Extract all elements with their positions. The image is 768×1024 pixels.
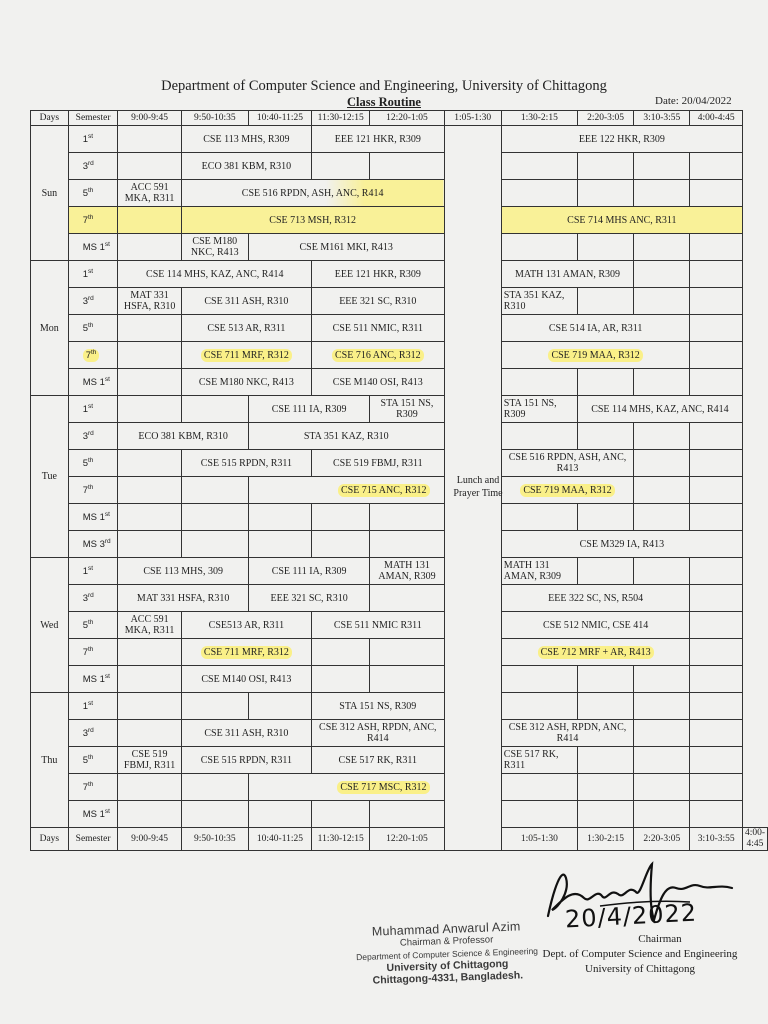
slot-cell xyxy=(634,720,690,747)
routine-subtitle: Class Routine xyxy=(347,95,421,109)
col-footer: 11:30-12:15 xyxy=(312,828,370,851)
semester-label: 5th xyxy=(68,747,118,774)
header-row xyxy=(31,111,768,126)
class-cell: CSE513 AR, R311 xyxy=(181,612,311,639)
class-cell: CSE 311 ASH, R310 xyxy=(181,288,311,315)
semester-label: 5th xyxy=(68,450,118,477)
semester-label: 7th xyxy=(68,342,118,369)
slot-cell xyxy=(690,450,742,477)
slot-cell xyxy=(690,342,742,369)
class-cell: CSE 516 RPDN, ASH, ANC, R414 xyxy=(181,180,444,207)
slot-cell xyxy=(118,450,181,477)
col-header: 2:20-3:05 xyxy=(577,111,633,126)
class-cell: CSE M140 OSI, R413 xyxy=(181,666,311,693)
class-cell: CSE 514 IA, AR, R311 xyxy=(501,315,690,342)
slot-cell xyxy=(181,504,248,531)
class-cell: CSE 711 MRF, R312 xyxy=(181,639,311,666)
semester-label: 7th xyxy=(68,639,118,666)
chair-title: Chairman xyxy=(638,933,682,945)
slot-cell xyxy=(501,234,577,261)
slot-cell xyxy=(370,666,444,693)
slot-cell xyxy=(370,504,444,531)
col-header: 10:40-11:25 xyxy=(248,111,311,126)
col-footer: 9:50-10:35 xyxy=(181,828,248,851)
class-cell: ACC 591 MKA, R311 xyxy=(118,180,181,207)
class-cell: CSE 515 RPDN, R311 xyxy=(181,747,311,774)
class-cell: CSE 517 RK, R311 xyxy=(501,747,577,774)
slot-cell xyxy=(690,774,742,801)
slot-cell xyxy=(634,180,690,207)
slot-cell xyxy=(634,261,690,288)
class-cell: MAT 331 HSFA, R310 xyxy=(118,288,181,315)
class-cell: CSE 512 NMIC, CSE 414 xyxy=(501,612,690,639)
slot-cell xyxy=(370,531,444,558)
slot-cell xyxy=(501,423,577,450)
day-sunday: Sun xyxy=(31,126,69,261)
slot-cell xyxy=(577,774,633,801)
class-routine-table xyxy=(30,110,768,851)
day-thursday: Thu xyxy=(31,693,69,828)
slot-cell xyxy=(501,504,577,531)
semester-label: 5th xyxy=(68,315,118,342)
mon-row-3 xyxy=(31,288,768,315)
wed-row-3 xyxy=(31,585,768,612)
class-cell: MATH 131 AMAN, R309 xyxy=(370,558,444,585)
class-cell: CSE 715 ANC, R312 xyxy=(248,477,444,504)
slot-cell xyxy=(118,477,181,504)
slot-cell xyxy=(690,180,742,207)
semester-label: 1st xyxy=(68,558,118,585)
class-cell: STA 151 NS, R309 xyxy=(370,396,444,423)
class-cell: CSE 516 RPDN, ASH, ANC, R413 xyxy=(501,450,633,477)
slot-cell xyxy=(577,801,633,828)
slot-cell xyxy=(690,261,742,288)
slot-cell xyxy=(577,747,633,774)
slot-cell xyxy=(181,801,248,828)
slot-cell xyxy=(690,558,742,585)
class-cell: CSE 312 ASH, RPDN, ANC, R414 xyxy=(501,720,633,747)
class-cell: STA 151 NS, R309 xyxy=(501,396,577,423)
slot-cell xyxy=(690,477,742,504)
col-header: 3:10-3:55 xyxy=(634,111,690,126)
class-cell: CSE 713 MSH, R312 xyxy=(181,207,444,234)
slot-cell xyxy=(118,153,181,180)
slot-cell xyxy=(118,396,181,423)
class-cell: CSE 311 ASH, R310 xyxy=(181,720,311,747)
slot-cell xyxy=(118,531,181,558)
class-cell: CSE M329 IA, R413 xyxy=(501,531,742,558)
slot-cell xyxy=(690,747,742,774)
chairman-stamp xyxy=(351,919,543,988)
routine-date: Date: 20/04/2022 xyxy=(655,95,732,107)
semester-label: 1st xyxy=(68,693,118,720)
slot-cell xyxy=(577,558,633,585)
slot-cell xyxy=(312,531,370,558)
class-cell: STA 351 KAZ, R310 xyxy=(501,288,577,315)
class-cell: CSE 513 AR, R311 xyxy=(181,315,311,342)
slot-cell xyxy=(690,234,742,261)
class-cell: CSE 113 MHS, R309 xyxy=(181,126,311,153)
semester-label: MS 1st xyxy=(68,801,118,828)
day-monday: Mon xyxy=(31,261,69,396)
slot-cell xyxy=(501,666,577,693)
col-footer: 1:05-1:30 xyxy=(501,828,577,851)
class-cell: CSE 719 MAA, R312 xyxy=(501,342,690,369)
class-cell: ECO 381 KBM, R310 xyxy=(181,153,311,180)
slot-cell xyxy=(634,504,690,531)
slot-cell xyxy=(118,126,181,153)
slot-cell xyxy=(118,504,181,531)
tue-row-7 xyxy=(31,477,768,504)
footer-row xyxy=(31,828,768,851)
class-cell: CSE 517 RK, R311 xyxy=(312,747,444,774)
col-footer: 1:30-2:15 xyxy=(577,828,633,851)
slot-cell xyxy=(248,801,311,828)
slot-cell xyxy=(118,720,181,747)
class-cell: CSE M161 MKI, R413 xyxy=(248,234,444,261)
slot-cell xyxy=(181,774,248,801)
col-footer: 9:00-9:45 xyxy=(118,828,181,851)
mon-row-5 xyxy=(31,315,768,342)
semester-label: 5th xyxy=(68,612,118,639)
slot-cell xyxy=(181,693,248,720)
semester-label: 7th xyxy=(68,207,118,234)
slot-cell xyxy=(118,342,181,369)
slot-cell xyxy=(181,396,248,423)
class-cell: CSE 312 ASH, RPDN, ANC, R414 xyxy=(312,720,444,747)
slot-cell xyxy=(501,180,577,207)
slot-cell xyxy=(118,369,181,396)
class-cell: MATH 131 AMAN, R309 xyxy=(501,261,633,288)
sun-row-3 xyxy=(31,153,768,180)
slot-cell xyxy=(690,693,742,720)
class-cell: CSE 111 IA, R309 xyxy=(248,396,370,423)
slot-cell xyxy=(312,666,370,693)
slot-cell xyxy=(634,558,690,585)
slot-cell xyxy=(690,153,742,180)
col-header: 9:00-9:45 xyxy=(118,111,181,126)
slot-cell xyxy=(312,639,370,666)
semester-label: MS 1st xyxy=(68,234,118,261)
stamp-line: Department of Computer Science & Engineering xyxy=(355,945,539,963)
col-header: Days xyxy=(31,111,69,126)
class-cell: CSE 712 MRF + AR, R413 xyxy=(501,639,690,666)
slot-cell xyxy=(577,288,633,315)
class-cell: EEE 121 HKR, R309 xyxy=(312,126,444,153)
col-footer: 3:10-3:55 xyxy=(690,828,742,851)
class-cell: CSE 519 FBMJ, R311 xyxy=(118,747,181,774)
slot-cell xyxy=(690,315,742,342)
semester-label: MS 1st xyxy=(68,504,118,531)
class-cell: CSE 511 NMIC R311 xyxy=(312,612,444,639)
slot-cell xyxy=(634,774,690,801)
class-cell: CSE 114 MHS, KAZ, ANC, R414 xyxy=(118,261,312,288)
class-cell: CSE 113 MHS, 309 xyxy=(118,558,248,585)
class-cell: CSE M140 OSI, R413 xyxy=(312,369,444,396)
slot-cell xyxy=(501,801,577,828)
tue-row-ms3 xyxy=(31,531,768,558)
semester-label: 1st xyxy=(68,261,118,288)
wed-row-5 xyxy=(31,612,768,639)
slot-cell xyxy=(312,153,370,180)
semester-label: 5th xyxy=(68,180,118,207)
mon-row-1 xyxy=(31,261,768,288)
class-cell: STA 351 KAZ, R310 xyxy=(248,423,444,450)
slot-cell xyxy=(118,315,181,342)
class-cell: CSE 511 NMIC, R311 xyxy=(312,315,444,342)
class-cell: CSE 719 MAA, R312 xyxy=(501,477,633,504)
class-cell: MAT 331 HSFA, R310 xyxy=(118,585,248,612)
class-cell: CSE M180 NKC, R413 xyxy=(181,234,248,261)
class-cell: CSE 714 MHS ANC, R311 xyxy=(501,207,742,234)
slot-cell xyxy=(118,666,181,693)
sun-row-1 xyxy=(31,126,768,153)
slot-cell xyxy=(577,180,633,207)
slot-cell xyxy=(118,801,181,828)
col-footer: Days xyxy=(31,828,69,851)
lunch-label: Lunch and Prayer Time xyxy=(453,475,503,499)
col-header: 4:00-4:45 xyxy=(690,111,742,126)
class-cell: MATH 131 AMAN, R309 xyxy=(501,558,577,585)
class-cell: EEE 122 HKR, R309 xyxy=(501,126,742,153)
semester-label: 3rd xyxy=(68,720,118,747)
slot-cell xyxy=(312,801,370,828)
col-header: Semester xyxy=(68,111,118,126)
slot-cell xyxy=(577,234,633,261)
class-cell: CSE 716 ANC, R312 xyxy=(312,342,444,369)
semester-label: 3rd xyxy=(68,423,118,450)
slot-cell xyxy=(690,612,742,639)
semester-label: 3rd xyxy=(68,585,118,612)
col-footer: 12:20-1:05 xyxy=(370,828,444,851)
slot-cell xyxy=(690,639,742,666)
col-footer: 2:20-3:05 xyxy=(634,828,690,851)
slot-cell xyxy=(690,423,742,450)
semester-label: MS 3rd xyxy=(68,531,118,558)
slot-cell xyxy=(577,423,633,450)
col-header: 9:50-10:35 xyxy=(181,111,248,126)
semester-label: 1st xyxy=(68,396,118,423)
class-cell: CSE 515 RPDN, R311 xyxy=(181,450,311,477)
slot-cell xyxy=(634,801,690,828)
tue-row-5 xyxy=(31,450,768,477)
slot-cell xyxy=(248,504,311,531)
slot-cell xyxy=(577,153,633,180)
slot-cell xyxy=(118,639,181,666)
slot-cell xyxy=(690,369,742,396)
slot-cell xyxy=(634,423,690,450)
semester-label: MS 1st xyxy=(68,369,118,396)
col-header: 1:30-2:15 xyxy=(501,111,577,126)
tue-row-3 xyxy=(31,423,768,450)
slot-cell xyxy=(690,720,742,747)
tue-row-1 xyxy=(31,396,768,423)
col-header: 12:20-1:05 xyxy=(370,111,444,126)
class-cell: CSE 519 FBMJ, R311 xyxy=(312,450,444,477)
slot-cell xyxy=(634,288,690,315)
slot-cell xyxy=(690,585,742,612)
thu-row-ms xyxy=(31,801,768,828)
thu-row-1 xyxy=(31,693,768,720)
slot-cell xyxy=(118,234,181,261)
slot-cell xyxy=(577,693,633,720)
wed-row-ms xyxy=(31,666,768,693)
mon-row-7 xyxy=(31,342,768,369)
slot-cell xyxy=(181,477,248,504)
chairman-block xyxy=(530,932,750,977)
slot-cell xyxy=(634,450,690,477)
stamp-line: Chairman & Professor xyxy=(399,934,494,949)
class-cell: CSE 114 MHS, KAZ, ANC, R414 xyxy=(577,396,742,423)
slot-cell xyxy=(634,153,690,180)
semester-label: 7th xyxy=(68,477,118,504)
thu-row-7 xyxy=(31,774,768,801)
day-tuesday: Tue xyxy=(31,396,69,558)
slot-cell xyxy=(118,774,181,801)
col-footer: 4:00-4:45 xyxy=(742,828,767,851)
slot-cell xyxy=(501,153,577,180)
wed-row-1 xyxy=(31,558,768,585)
slot-cell xyxy=(634,477,690,504)
semester-label: MS 1st xyxy=(68,666,118,693)
slot-cell xyxy=(634,369,690,396)
sun-row-ms xyxy=(31,234,768,261)
slot-cell xyxy=(501,369,577,396)
thu-row-5 xyxy=(31,747,768,774)
sun-row-7 xyxy=(31,207,768,234)
chair-dept: Dept. of Computer Science and Engineering xyxy=(542,948,738,960)
tue-row-ms1 xyxy=(31,504,768,531)
slot-cell xyxy=(577,504,633,531)
class-cell: EEE 121 HKR, R309 xyxy=(312,261,444,288)
class-cell: CSE M180 NKC, R413 xyxy=(181,369,311,396)
slot-cell xyxy=(501,774,577,801)
day-wednesday: Wed xyxy=(31,558,69,693)
slot-cell xyxy=(690,801,742,828)
slot-cell xyxy=(370,639,444,666)
mon-row-ms xyxy=(31,369,768,396)
stamp-name: Muhammad Anwarul Azim xyxy=(371,919,521,939)
slot-cell xyxy=(370,585,444,612)
class-cell: EEE 321 SC, R310 xyxy=(312,288,444,315)
slot-cell xyxy=(118,693,181,720)
slot-cell xyxy=(370,801,444,828)
class-cell: EEE 321 SC, R310 xyxy=(248,585,370,612)
semester-label: 1st xyxy=(68,126,118,153)
slot-cell xyxy=(370,153,444,180)
semester-label: 3rd xyxy=(68,288,118,315)
slot-cell xyxy=(690,504,742,531)
slot-cell xyxy=(634,747,690,774)
thu-row-3 xyxy=(31,720,768,747)
class-cell: STA 151 NS, R309 xyxy=(312,693,444,720)
class-cell: ACC 591 MKA, R311 xyxy=(118,612,181,639)
class-cell: EEE 322 SC, NS, R504 xyxy=(501,585,690,612)
col-footer: Semester xyxy=(68,828,118,851)
stamp-line: University of Chittagong xyxy=(386,957,509,975)
slot-cell xyxy=(577,369,633,396)
semester-label: 3rd xyxy=(68,153,118,180)
col-header: 1:05-1:30 xyxy=(444,111,501,126)
slot-cell xyxy=(312,504,370,531)
slot-cell xyxy=(690,666,742,693)
slot-cell xyxy=(690,288,742,315)
class-cell: CSE 111 IA, R309 xyxy=(248,558,370,585)
chair-univ: University of Chittagong xyxy=(585,963,695,975)
slot-cell xyxy=(501,693,577,720)
page-title: Department of Computer Science and Engineering, University of Chittagong xyxy=(161,78,607,94)
semester-label: 7th xyxy=(68,774,118,801)
wed-row-7 xyxy=(31,639,768,666)
class-cell: CSE 717 MSC, R312 xyxy=(248,774,444,801)
signature-date: 20/4/2022 xyxy=(564,898,698,934)
slot-cell xyxy=(248,693,311,720)
slot-cell xyxy=(181,531,248,558)
slot-cell xyxy=(118,207,181,234)
sun-row-5 xyxy=(31,180,768,207)
class-cell: ECO 381 KBM, R310 xyxy=(118,423,248,450)
col-header: 11:30-12:15 xyxy=(312,111,370,126)
slot-cell xyxy=(577,666,633,693)
slot-cell xyxy=(634,666,690,693)
col-footer: 10:40-11:25 xyxy=(248,828,311,851)
stamp-line: Chittagong-4331, Bangladesh. xyxy=(372,969,524,987)
slot-cell xyxy=(634,234,690,261)
slot-cell xyxy=(634,693,690,720)
class-cell: CSE 711 MRF, R312 xyxy=(181,342,311,369)
slot-cell xyxy=(248,531,311,558)
